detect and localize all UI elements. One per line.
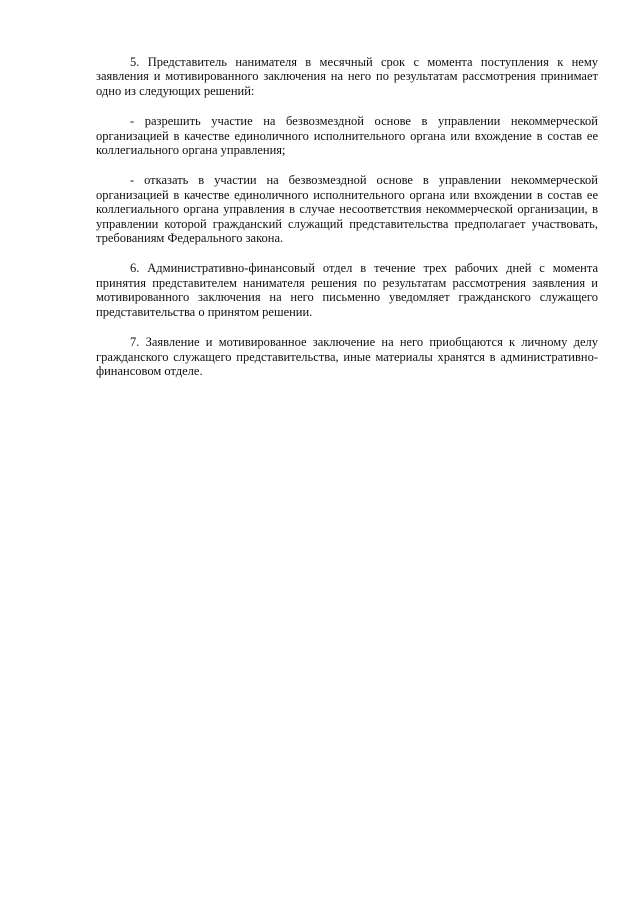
paragraph-7: 7. Заявление и мотивированное заключение на него приобщаются к личному делу гражданского служащего представительства, иные материалы хранятся в административно-финансовом отделе. xyxy=(96,335,598,378)
paragraph-decision-deny: - отказать в участии на безвозмездной основе в управлении некоммерческой организацией в качестве единоличного исполнительного органа или вхождении в состав ее коллегиального органа управления в случае несоответствия некоммерческой организации, в управлении которой гражданский служащий представительства предполагает участвовать, требованиям Федерального закона. xyxy=(96,173,598,246)
paragraph-5: 5. Представитель нанимателя в месячный срок с момента поступления к нему заявления и мотивированного заключения на него по результатам рассмотрения принимает одно из следующих решений: xyxy=(96,55,598,98)
paragraph-decision-allow: - разрешить участие на безвозмездной основе в управлении некоммерческой организацией в качестве единоличного исполнительного органа или вхождение в состав ее коллегиального органа управления; xyxy=(96,114,598,158)
document-body xyxy=(96,55,598,394)
paragraph-6: 6. Административно-финансовый отдел в течение трех рабочих дней с момента принятия представителем нанимателя решения по результатам рассмотрения заявления и мотивированного заключения на него письменно уведомляет гражданского служащего представительства о принятом решении. xyxy=(96,261,598,319)
